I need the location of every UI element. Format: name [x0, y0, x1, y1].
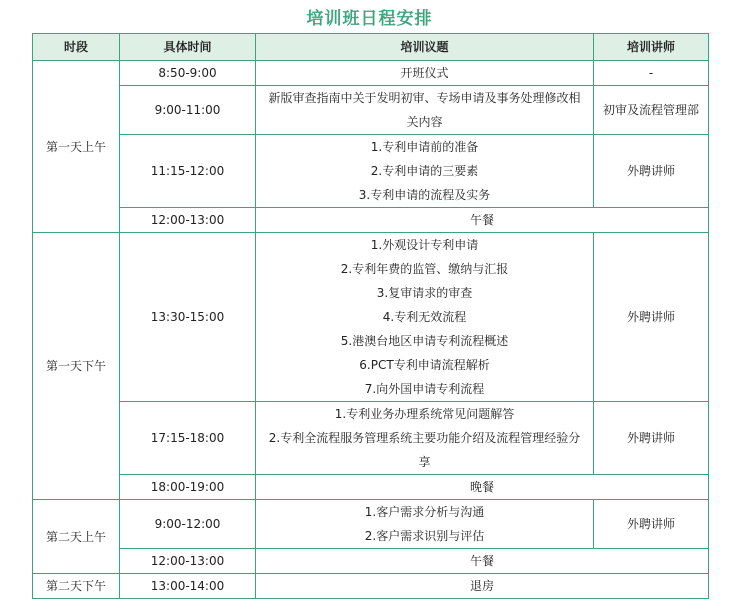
topic-line: 6.PCT专利申请流程解析: [359, 358, 490, 372]
lecturer-cell: -: [594, 61, 709, 86]
topic-line: 2.专利申请的三要素: [370, 164, 479, 178]
table-row: [33, 233, 709, 402]
time-cell: 12:00-13:00: [120, 208, 256, 233]
table-row: [33, 574, 709, 599]
topic-line: 2.客户需求识别与评估: [364, 529, 485, 543]
header-time: 具体时间: [120, 34, 256, 61]
time-cell: 9:00-12:00: [120, 500, 256, 549]
topic-line: 新版审查指南中关于发明初审、专场申请及事务处理修改相: [268, 91, 581, 105]
topic-cell: [256, 135, 594, 208]
lecturer-cell: 初审及流程管理部: [594, 86, 709, 135]
topic-line: 1.外观设计专利申请: [370, 238, 479, 252]
time-cell: 17:15-18:00: [120, 402, 256, 475]
header-topic: 培训议题: [256, 34, 594, 61]
topic-cell: [256, 500, 594, 549]
topic-line: 7.向外国申请专利流程: [364, 382, 485, 396]
time-cell: 18:00-19:00: [120, 475, 256, 500]
period-cell: 第二天下午: [33, 574, 120, 599]
time-cell: 13:30-15:00: [120, 233, 256, 402]
time-cell: 11:15-12:00: [120, 135, 256, 208]
topic-line: 2.专利全流程服务管理系统主要功能介绍及流程管理经验分: [268, 431, 581, 445]
table-row: [33, 549, 709, 574]
table-row: [33, 475, 709, 500]
time-cell: 13:00-14:00: [120, 574, 256, 599]
topic-line: 3.专利申请的流程及实务: [358, 188, 491, 202]
topic-line: 开班仪式: [400, 66, 449, 80]
table-row: [33, 402, 709, 475]
period-cell: 第一天下午: [33, 233, 120, 500]
topic-line: 3.复审请求的审查: [376, 286, 473, 300]
table-row: [33, 208, 709, 233]
header-row: [33, 34, 709, 61]
lecturer-cell: 外聘讲师: [594, 135, 709, 208]
header-period: 时段: [33, 34, 120, 61]
time-cell: 12:00-13:00: [120, 549, 256, 574]
page-title: 培训班日程安排: [306, 9, 433, 29]
topic-cell: 晚餐: [256, 475, 709, 500]
lecturer-cell: 外聘讲师: [594, 233, 709, 402]
topic-line: 关内容: [406, 115, 443, 129]
topic-line: 享: [418, 455, 431, 469]
topic-cell: 午餐: [256, 549, 709, 574]
table-row: [33, 135, 709, 208]
topic-cell: [256, 402, 594, 475]
header-lecturer: 培训讲师: [594, 34, 709, 61]
table-row: [33, 86, 709, 135]
topic-cell: 退房: [256, 574, 709, 599]
topic-line: 1.专利申请前的准备: [370, 140, 479, 154]
lecturer-cell: 外聘讲师: [594, 500, 709, 549]
period-cell: 第一天上午: [33, 61, 120, 233]
topic-line: 1.专利业务办理系统常见问题解答: [334, 407, 515, 421]
topic-cell: [256, 86, 594, 135]
topic-cell: 午餐: [256, 208, 709, 233]
topic-line: 2.专利年费的监管、缴纳与汇报: [340, 262, 509, 276]
topic-cell: [256, 233, 594, 402]
time-cell: 8:50-9:00: [120, 61, 256, 86]
period-cell: 第二天上午: [33, 500, 120, 574]
table-row: [33, 500, 709, 549]
schedule-table: [32, 33, 709, 599]
table-row: [33, 61, 709, 86]
topic-line: 5.港澳台地区申请专利流程概述: [340, 334, 509, 348]
topic-line: 1.客户需求分析与沟通: [364, 505, 485, 519]
time-cell: 9:00-11:00: [120, 86, 256, 135]
lecturer-cell: 外聘讲师: [594, 402, 709, 475]
topic-cell: [256, 61, 594, 86]
topic-line: 4.专利无效流程: [382, 310, 467, 324]
